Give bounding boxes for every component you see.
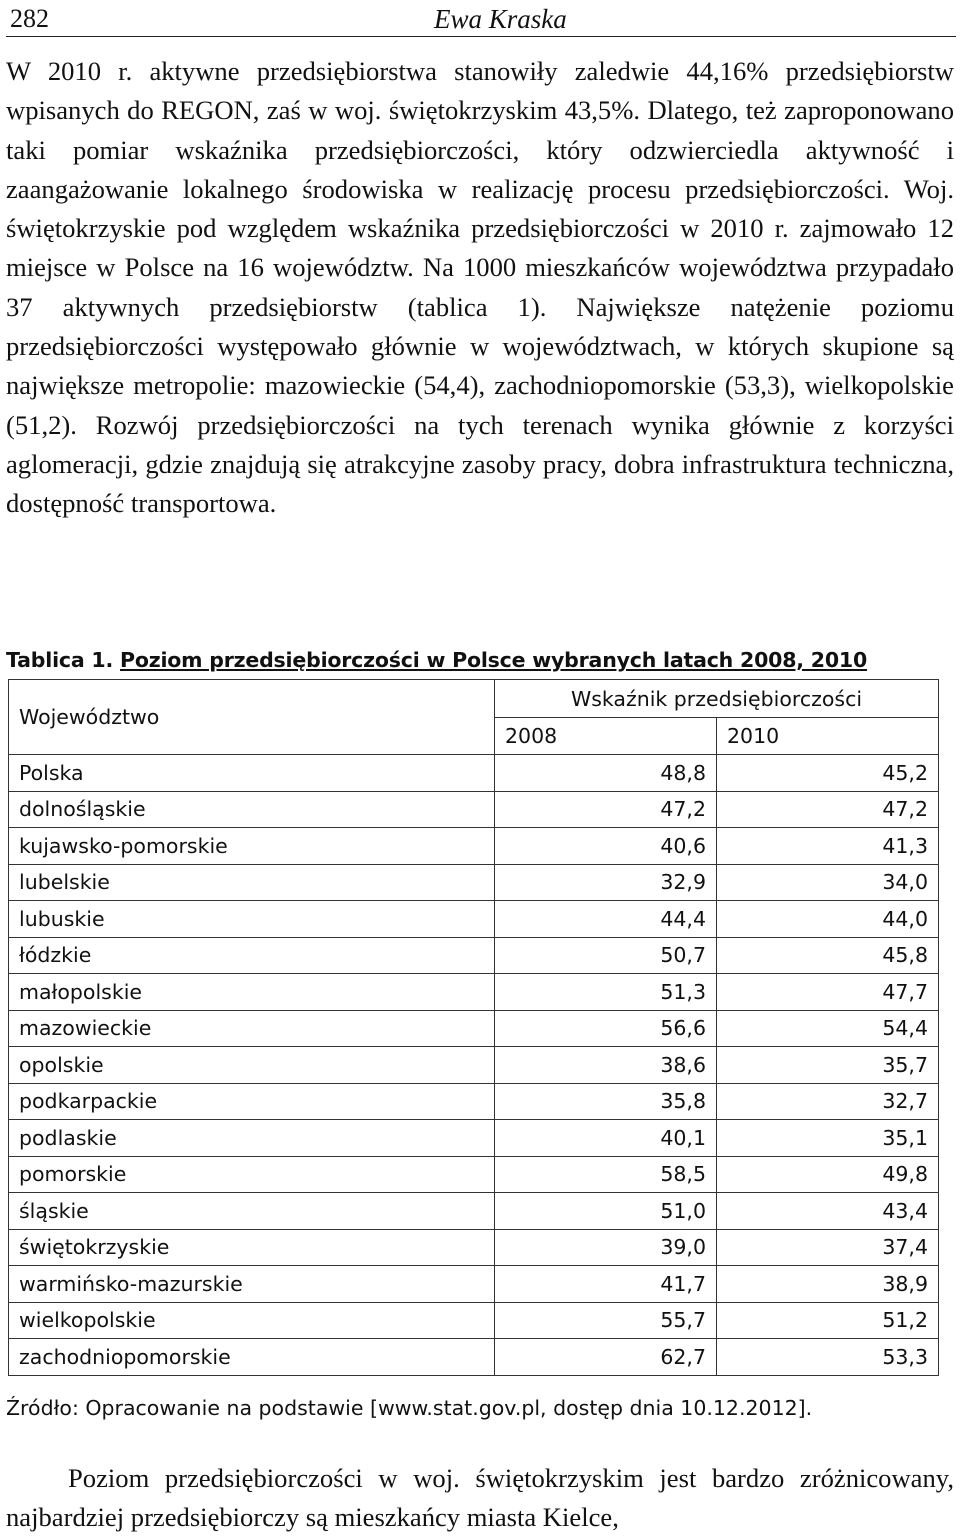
value-2010-cell: 35,1 xyxy=(717,1120,939,1157)
table-row xyxy=(9,1047,939,1084)
table-row xyxy=(9,1120,939,1157)
table-source-note: Źródło: Opracowanie na podstawie [www.stat.gov.pl, dostęp dnia 10.12.2012]. xyxy=(6,1396,813,1420)
region-cell: Polska xyxy=(9,755,495,792)
value-2010-cell: 37,4 xyxy=(717,1229,939,1266)
region-cell: łódzkie xyxy=(9,937,495,974)
value-2010-cell: 53,3 xyxy=(717,1339,939,1376)
region-cell: wielkopolskie xyxy=(9,1302,495,1339)
region-cell: mazowieckie xyxy=(9,1010,495,1047)
table-row xyxy=(9,1193,939,1230)
table-row xyxy=(9,1339,939,1376)
value-2008-cell: 47,2 xyxy=(495,791,717,828)
value-2008-cell: 50,7 xyxy=(495,937,717,974)
value-2008-cell: 40,6 xyxy=(495,828,717,865)
page-header xyxy=(6,0,956,37)
table-row xyxy=(9,1010,939,1047)
table-row xyxy=(9,755,939,792)
table-caption-title: Poziom przedsiębiorczości w Polsce wybranych latach 2008, 2010 xyxy=(120,648,868,672)
value-2008-cell: 40,1 xyxy=(495,1120,717,1157)
table-row xyxy=(9,901,939,938)
table-row xyxy=(9,1229,939,1266)
region-cell: kujawsko-pomorskie xyxy=(9,828,495,865)
region-cell: warmińsko-mazurskie xyxy=(9,1266,495,1303)
table-body xyxy=(9,755,939,1376)
value-2010-cell: 38,9 xyxy=(717,1266,939,1303)
value-2010-cell: 47,7 xyxy=(717,974,939,1011)
column-header-2008: 2008 xyxy=(495,718,717,755)
paragraph-text: Poziom przedsiębiorczości w woj. świętokrzyskim jest bardzo zróżnicowany, najbardziej przedsiębiorczy są mieszkańcy miasta Kielce, xyxy=(6,1463,954,1532)
value-2010-cell: 49,8 xyxy=(717,1156,939,1193)
value-2008-cell: 51,3 xyxy=(495,974,717,1011)
region-cell: małopolskie xyxy=(9,974,495,1011)
column-header-2010: 2010 xyxy=(717,718,939,755)
value-2010-cell: 45,2 xyxy=(717,755,939,792)
region-cell: śląskie xyxy=(9,1193,495,1230)
table-row xyxy=(9,864,939,901)
value-2008-cell: 51,0 xyxy=(495,1193,717,1230)
value-2008-cell: 56,6 xyxy=(495,1010,717,1047)
value-2010-cell: 41,3 xyxy=(717,828,939,865)
value-2008-cell: 32,9 xyxy=(495,864,717,901)
table-caption xyxy=(6,648,956,672)
value-2008-cell: 62,7 xyxy=(495,1339,717,1376)
value-2008-cell: 39,0 xyxy=(495,1229,717,1266)
value-2010-cell: 34,0 xyxy=(717,864,939,901)
paragraph-text: W 2010 r. aktywne przedsiębiorstwa stanowiły zaledwie 44,16% przedsiębiorstw wpisanych do REGON, zaś w woj. świętokrzyskim 43,5%. Dlatego, też zaproponowano taki pomiar wskaźnika przedsiębiorczości, który odzwierciedla aktywność i zaangażowanie lokalnego środowiska w realizację procesu przedsiębiorczości. Woj. świętokrzyskie pod względem wskaźnika przedsiębiorczości w 2010 r. zajmowało 12 miejsce w Polsce na 16 województw. Na 1000 mieszkańców województwa przypadało 37 aktywnych przedsiębiorstw (tablica 1). Największe natężenie poziomu przedsiębiorczości występowało głównie w województwach, w których skupione są największe metropolie: mazowieckie (54,4), zachodniopomorskie (53,3), wielkopolskie (51,2). Rozwój przedsiębiorczości na tych terenach wynika głównie z korzyści aglomeracji, gdzie znajdują się atrakcyjne zasoby pracy, dobra infrastruktura techniczna, dostępność transportowa. xyxy=(6,56,954,519)
value-2008-cell: 35,8 xyxy=(495,1083,717,1120)
value-2010-cell: 45,8 xyxy=(717,937,939,974)
table-row xyxy=(9,974,939,1011)
page-number: 282 xyxy=(10,4,49,33)
column-header-region: Województwo xyxy=(9,680,495,755)
table-caption-label: Tablica 1. xyxy=(6,648,114,672)
region-cell: opolskie xyxy=(9,1047,495,1084)
value-2010-cell: 51,2 xyxy=(717,1302,939,1339)
value-2010-cell: 32,7 xyxy=(717,1083,939,1120)
running-head-author: Ewa Kraska xyxy=(434,4,567,34)
table-row xyxy=(9,791,939,828)
table-row xyxy=(9,1156,939,1193)
region-cell: zachodniopomorskie xyxy=(9,1339,495,1376)
region-cell: dolnośląskie xyxy=(9,791,495,828)
table-row xyxy=(9,828,939,865)
value-2010-cell: 43,4 xyxy=(717,1193,939,1230)
value-2008-cell: 41,7 xyxy=(495,1266,717,1303)
body-paragraph-1 xyxy=(6,52,954,524)
region-cell: podkarpackie xyxy=(9,1083,495,1120)
column-header-group: Wskaźnik przedsiębiorczości xyxy=(495,680,939,718)
region-cell: podlaskie xyxy=(9,1120,495,1157)
value-2010-cell: 54,4 xyxy=(717,1010,939,1047)
value-2010-cell: 35,7 xyxy=(717,1047,939,1084)
region-cell: lubelskie xyxy=(9,864,495,901)
value-2008-cell: 44,4 xyxy=(495,901,717,938)
value-2010-cell: 44,0 xyxy=(717,901,939,938)
value-2010-cell: 47,2 xyxy=(717,791,939,828)
value-2008-cell: 48,8 xyxy=(495,755,717,792)
body-paragraph-2 xyxy=(6,1459,954,1537)
table-row xyxy=(9,1302,939,1339)
table-row xyxy=(9,1083,939,1120)
region-cell: lubuskie xyxy=(9,901,495,938)
data-table xyxy=(8,679,939,1376)
table-row xyxy=(9,937,939,974)
value-2008-cell: 55,7 xyxy=(495,1302,717,1339)
region-cell: świętokrzyskie xyxy=(9,1229,495,1266)
table-row xyxy=(9,1266,939,1303)
value-2008-cell: 38,6 xyxy=(495,1047,717,1084)
value-2008-cell: 58,5 xyxy=(495,1156,717,1193)
region-cell: pomorskie xyxy=(9,1156,495,1193)
